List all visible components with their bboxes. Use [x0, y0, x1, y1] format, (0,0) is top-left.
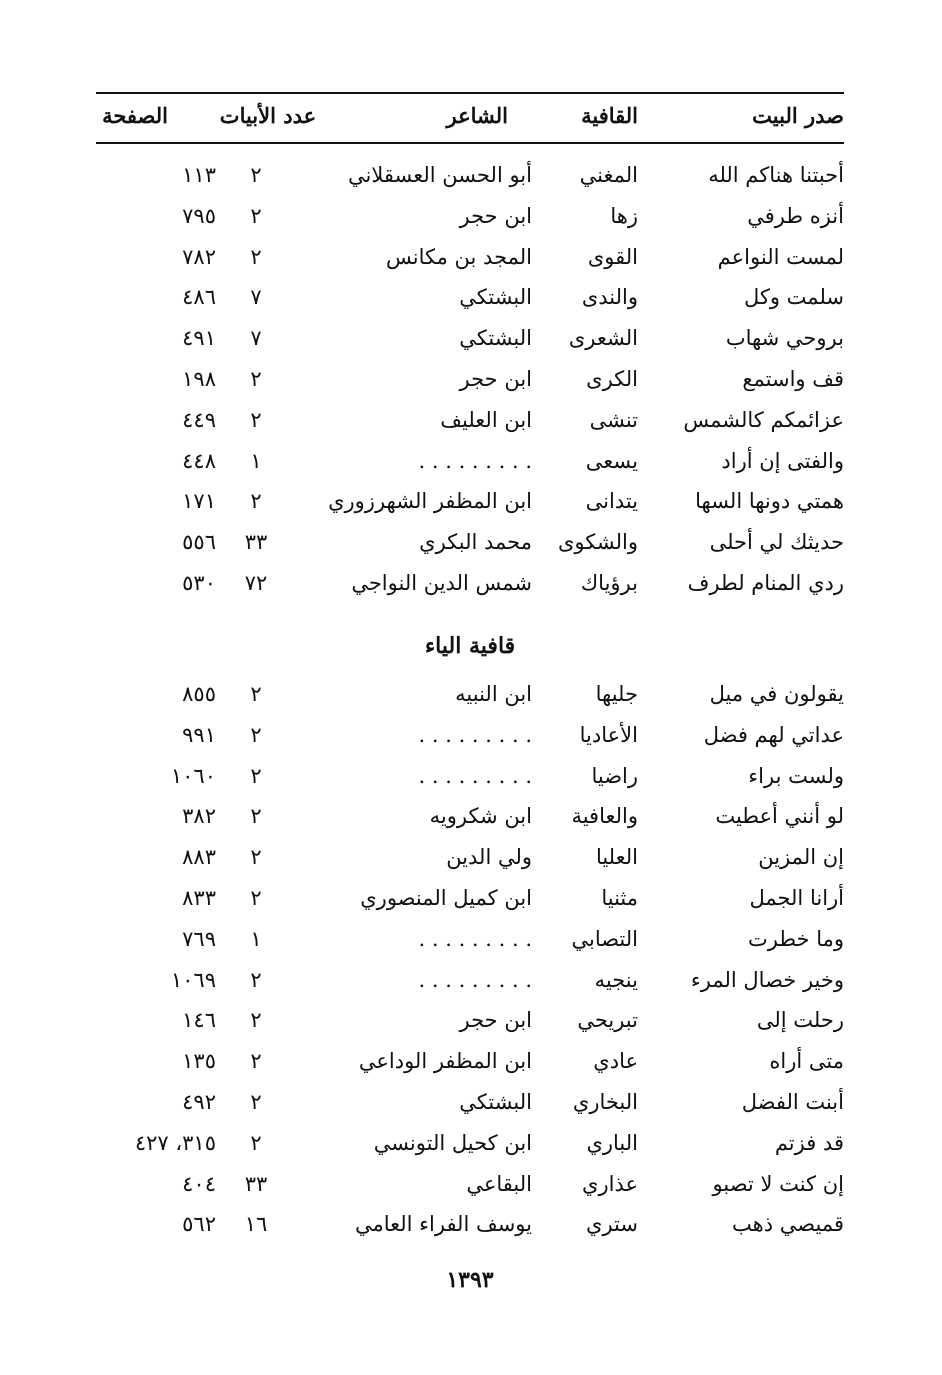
poet-cell: ابن شكرويه	[429, 804, 532, 829]
page-cell: ٧٩٥	[182, 203, 216, 228]
poet-cell: البشتكي	[459, 1090, 532, 1114]
page-cell: ٥٦٢	[182, 1212, 216, 1237]
page-cell: ٧٨٢	[182, 244, 216, 269]
poet-cell: شمس الدين النواجي	[351, 571, 532, 595]
table-row	[96, 196, 844, 236]
page-cell: ١٣٥	[182, 1049, 216, 1074]
table-row	[96, 481, 844, 521]
verse-count-cell: ٢	[250, 489, 262, 514]
rhyme-cell: الشعرى	[568, 326, 638, 351]
page-cell: ٤٤٨	[182, 448, 216, 473]
page-cell: ١٠٦٠	[170, 763, 216, 788]
first-hemistich-cell: لمست النواعم	[717, 244, 844, 269]
table-row	[96, 1123, 844, 1163]
table-row	[96, 919, 844, 959]
first-hemistich-cell: حديثك لي أحلى	[709, 530, 844, 555]
table-row	[96, 1082, 844, 1122]
rhyme-cell: عادي	[593, 1049, 638, 1074]
header-rule	[96, 142, 844, 144]
page-number: ١٣٩٣	[446, 1267, 494, 1293]
table-row	[96, 715, 844, 755]
rhyme-cell: الأعاديا	[579, 722, 638, 747]
table-row	[96, 237, 844, 277]
verse-count-cell: ٢	[250, 1008, 262, 1033]
table-row	[96, 960, 844, 1000]
header-verse-count: عدد الأبيات	[219, 103, 317, 128]
verse-count-cell: ٢	[250, 886, 262, 910]
verse-count-cell: ١٦	[244, 1212, 268, 1237]
rhyme-cell: القوى	[587, 244, 638, 269]
verse-count-cell: ٢	[250, 367, 262, 391]
poet-cell: يوسف الفراء العامي	[354, 1212, 532, 1237]
table-row	[96, 441, 844, 481]
first-hemistich-cell: أبنت الفضل	[741, 1090, 844, 1114]
table-row	[96, 563, 844, 603]
first-hemistich-cell: قميصي ذهب	[732, 1212, 844, 1237]
verse-count-cell: ٧	[250, 326, 262, 351]
first-hemistich-cell: وما خطرت	[747, 926, 844, 951]
rhyme-cell: يتدانى	[585, 489, 638, 514]
poet-cell: ابن حجر	[459, 367, 532, 391]
page-cell: ٨٣٣	[182, 886, 216, 910]
top-rule	[96, 92, 844, 94]
table-header	[96, 96, 844, 136]
first-hemistich-cell: إن كنت لا تصبو	[712, 1171, 844, 1196]
verse-count-cell: ٢	[250, 203, 262, 228]
verse-count-cell: ٢	[250, 967, 262, 992]
table-row	[96, 1204, 844, 1244]
poet-cell: ابن حجر	[459, 1008, 532, 1033]
first-hemistich-cell: رحلت إلى	[756, 1008, 844, 1033]
table-row	[96, 522, 844, 562]
rhyme-cell: البخاري	[572, 1090, 638, 1114]
verse-count-cell: ٢	[250, 407, 262, 432]
first-hemistich-cell: متى أراه	[769, 1049, 844, 1074]
rhyme-cell: زها	[610, 203, 638, 228]
poet-cell: ابن العليف	[440, 407, 532, 432]
header-page: الصفحة	[102, 103, 168, 128]
verse-count-cell: ٢	[250, 763, 262, 788]
first-hemistich-cell: عزائمكم كالشمس	[683, 407, 844, 432]
first-hemistich-cell: قد فزتم	[774, 1130, 844, 1155]
verse-count-cell: ٧	[250, 285, 262, 310]
rhyme-cell: الباري	[586, 1130, 638, 1155]
poet-cell: ولي الدين	[446, 845, 532, 870]
rhyme-cell: والندى	[581, 285, 638, 310]
page-cell: ١٠٦٩	[170, 967, 216, 992]
poet-cell: . . . . . . . . .	[418, 926, 532, 951]
table-row	[96, 400, 844, 440]
poet-cell: . . . . . . . . .	[418, 967, 532, 992]
rhyme-cell: يسعى	[585, 448, 638, 473]
poet-cell: . . . . . . . . .	[418, 722, 532, 747]
table-row	[96, 155, 844, 195]
poet-cell: ابن المظفر الشهرزوري	[328, 489, 532, 514]
verse-count-cell: ٣٣	[244, 1171, 268, 1196]
rhyme-cell: جليها	[595, 682, 638, 706]
page-cell: ١٩٨	[182, 367, 216, 391]
first-hemistich-cell: وخير خصال المرء	[690, 967, 844, 992]
verse-count-cell: ٢	[250, 163, 262, 187]
table-row	[96, 878, 844, 918]
page-cell: ٤٩١	[182, 326, 216, 351]
table-row	[96, 837, 844, 877]
first-hemistich-cell: يقولون في ميل	[709, 682, 844, 706]
first-hemistich-cell: عداتي لهم فضل	[703, 722, 844, 747]
table-row	[96, 796, 844, 836]
rhyme-cell: ستري	[586, 1212, 638, 1237]
verse-count-cell: ١	[250, 448, 262, 473]
first-hemistich-cell: سلمت وكل	[743, 285, 844, 310]
first-hemistich-cell: ولست براء	[748, 763, 844, 788]
page-cell: ٥٥٦	[182, 530, 216, 555]
rhyme-cell: مثنيا	[601, 886, 638, 910]
poet-cell: . . . . . . . . .	[418, 448, 532, 473]
page-cell: ٨٨٣	[182, 845, 216, 870]
page-cell: ٧٦٩	[182, 926, 216, 951]
verse-count-cell: ٧٢	[244, 571, 268, 595]
section-title: قافية الياء	[424, 633, 516, 659]
poet-cell: ابن النبيه	[455, 682, 532, 706]
verse-count-cell: ٣٣	[244, 530, 268, 555]
first-hemistich-cell: لو أنني أعطيت	[715, 804, 844, 829]
poet-cell: ابن المظفر الوداعي	[358, 1049, 532, 1074]
poet-cell: أبو الحسن العسقلاني	[348, 163, 532, 187]
verse-count-cell: ٢	[250, 1049, 262, 1074]
poet-cell: . . . . . . . . .	[418, 763, 532, 788]
page-cell: ٤٤٩	[182, 407, 216, 432]
first-hemistich-cell: همتي دونها السها	[695, 489, 844, 514]
verse-count-cell: ٢	[250, 804, 262, 829]
page-cell: ٩٩١	[182, 722, 216, 747]
table-row	[96, 359, 844, 399]
page-cell: ٣١٥، ٤٢٧	[134, 1130, 216, 1155]
first-hemistich-cell: ردي المنام لطرف	[687, 571, 844, 595]
table-row	[96, 674, 844, 714]
first-hemistich-cell: قف واستمع	[742, 367, 844, 391]
rhyme-cell: راضيا	[591, 763, 638, 788]
poet-cell: البقاعي	[466, 1171, 532, 1196]
verse-count-cell: ١	[250, 926, 262, 951]
rhyme-cell: والعافية	[571, 804, 638, 829]
rhyme-cell: عذاري	[582, 1171, 638, 1196]
page-cell: ٤٩٢	[182, 1090, 216, 1114]
rhyme-cell: التصابي	[571, 926, 638, 951]
first-hemistich-cell: أحبتنا هناكم الله	[708, 163, 844, 187]
page-cell: ١٤٦	[182, 1008, 216, 1033]
verse-count-cell: ٢	[250, 1090, 262, 1114]
rhyme-cell: تنشى	[589, 407, 638, 432]
first-hemistich-cell: بروحي شهاب	[725, 326, 844, 351]
poet-cell: البشتكي	[459, 326, 532, 351]
first-hemistich-cell: أرانا الجمل	[749, 886, 844, 910]
header-rhyme: القافية	[581, 103, 638, 128]
page-cell: ٣٨٢	[182, 804, 216, 829]
page-cell: ١١٣	[182, 163, 216, 187]
verse-count-cell: ٢	[250, 722, 262, 747]
verse-count-cell: ٢	[250, 682, 262, 706]
first-hemistich-cell: أنزه طرفي	[747, 203, 844, 228]
header-first-hemistich: صدر البيت	[752, 103, 844, 128]
table-row	[96, 318, 844, 358]
first-hemistich-cell: والفتى إن أراد	[721, 448, 844, 473]
header-poet: الشاعر	[446, 103, 508, 128]
verse-count-cell: ٢	[250, 1130, 262, 1155]
page-cell: ٤٨٦	[182, 285, 216, 310]
rhyme-cell: الكرى	[586, 367, 638, 391]
first-hemistich-cell: إن المزين	[758, 845, 844, 870]
table-row	[96, 1041, 844, 1081]
page-cell: ٥٣٠	[182, 571, 216, 595]
page-cell: ١٧١	[182, 489, 216, 514]
poet-cell: ابن كحيل التونسي	[373, 1130, 532, 1155]
table-row	[96, 756, 844, 796]
table-row	[96, 1000, 844, 1040]
page-cell: ٨٥٥	[182, 682, 216, 706]
table-row	[96, 1164, 844, 1204]
verse-count-cell: ٢	[250, 244, 262, 269]
poet-cell: البشتكي	[459, 285, 532, 310]
rhyme-cell: برؤياك	[580, 571, 638, 595]
poet-cell: ابن حجر	[459, 203, 532, 228]
rhyme-cell: المغني	[579, 163, 638, 187]
rhyme-cell: ينجيه	[594, 967, 638, 992]
rhyme-cell: والشكوى	[558, 530, 638, 555]
rhyme-cell: العليا	[595, 845, 638, 870]
poet-cell: المجد بن مكانس	[386, 244, 532, 269]
poet-cell: ابن كميل المنصوري	[360, 886, 532, 910]
page-cell: ٤٠٤	[182, 1171, 216, 1196]
rhyme-cell: تبريحي	[577, 1008, 638, 1033]
poet-cell: محمد البكري	[419, 530, 532, 555]
verse-count-cell: ٢	[250, 845, 262, 870]
table-row	[96, 277, 844, 317]
